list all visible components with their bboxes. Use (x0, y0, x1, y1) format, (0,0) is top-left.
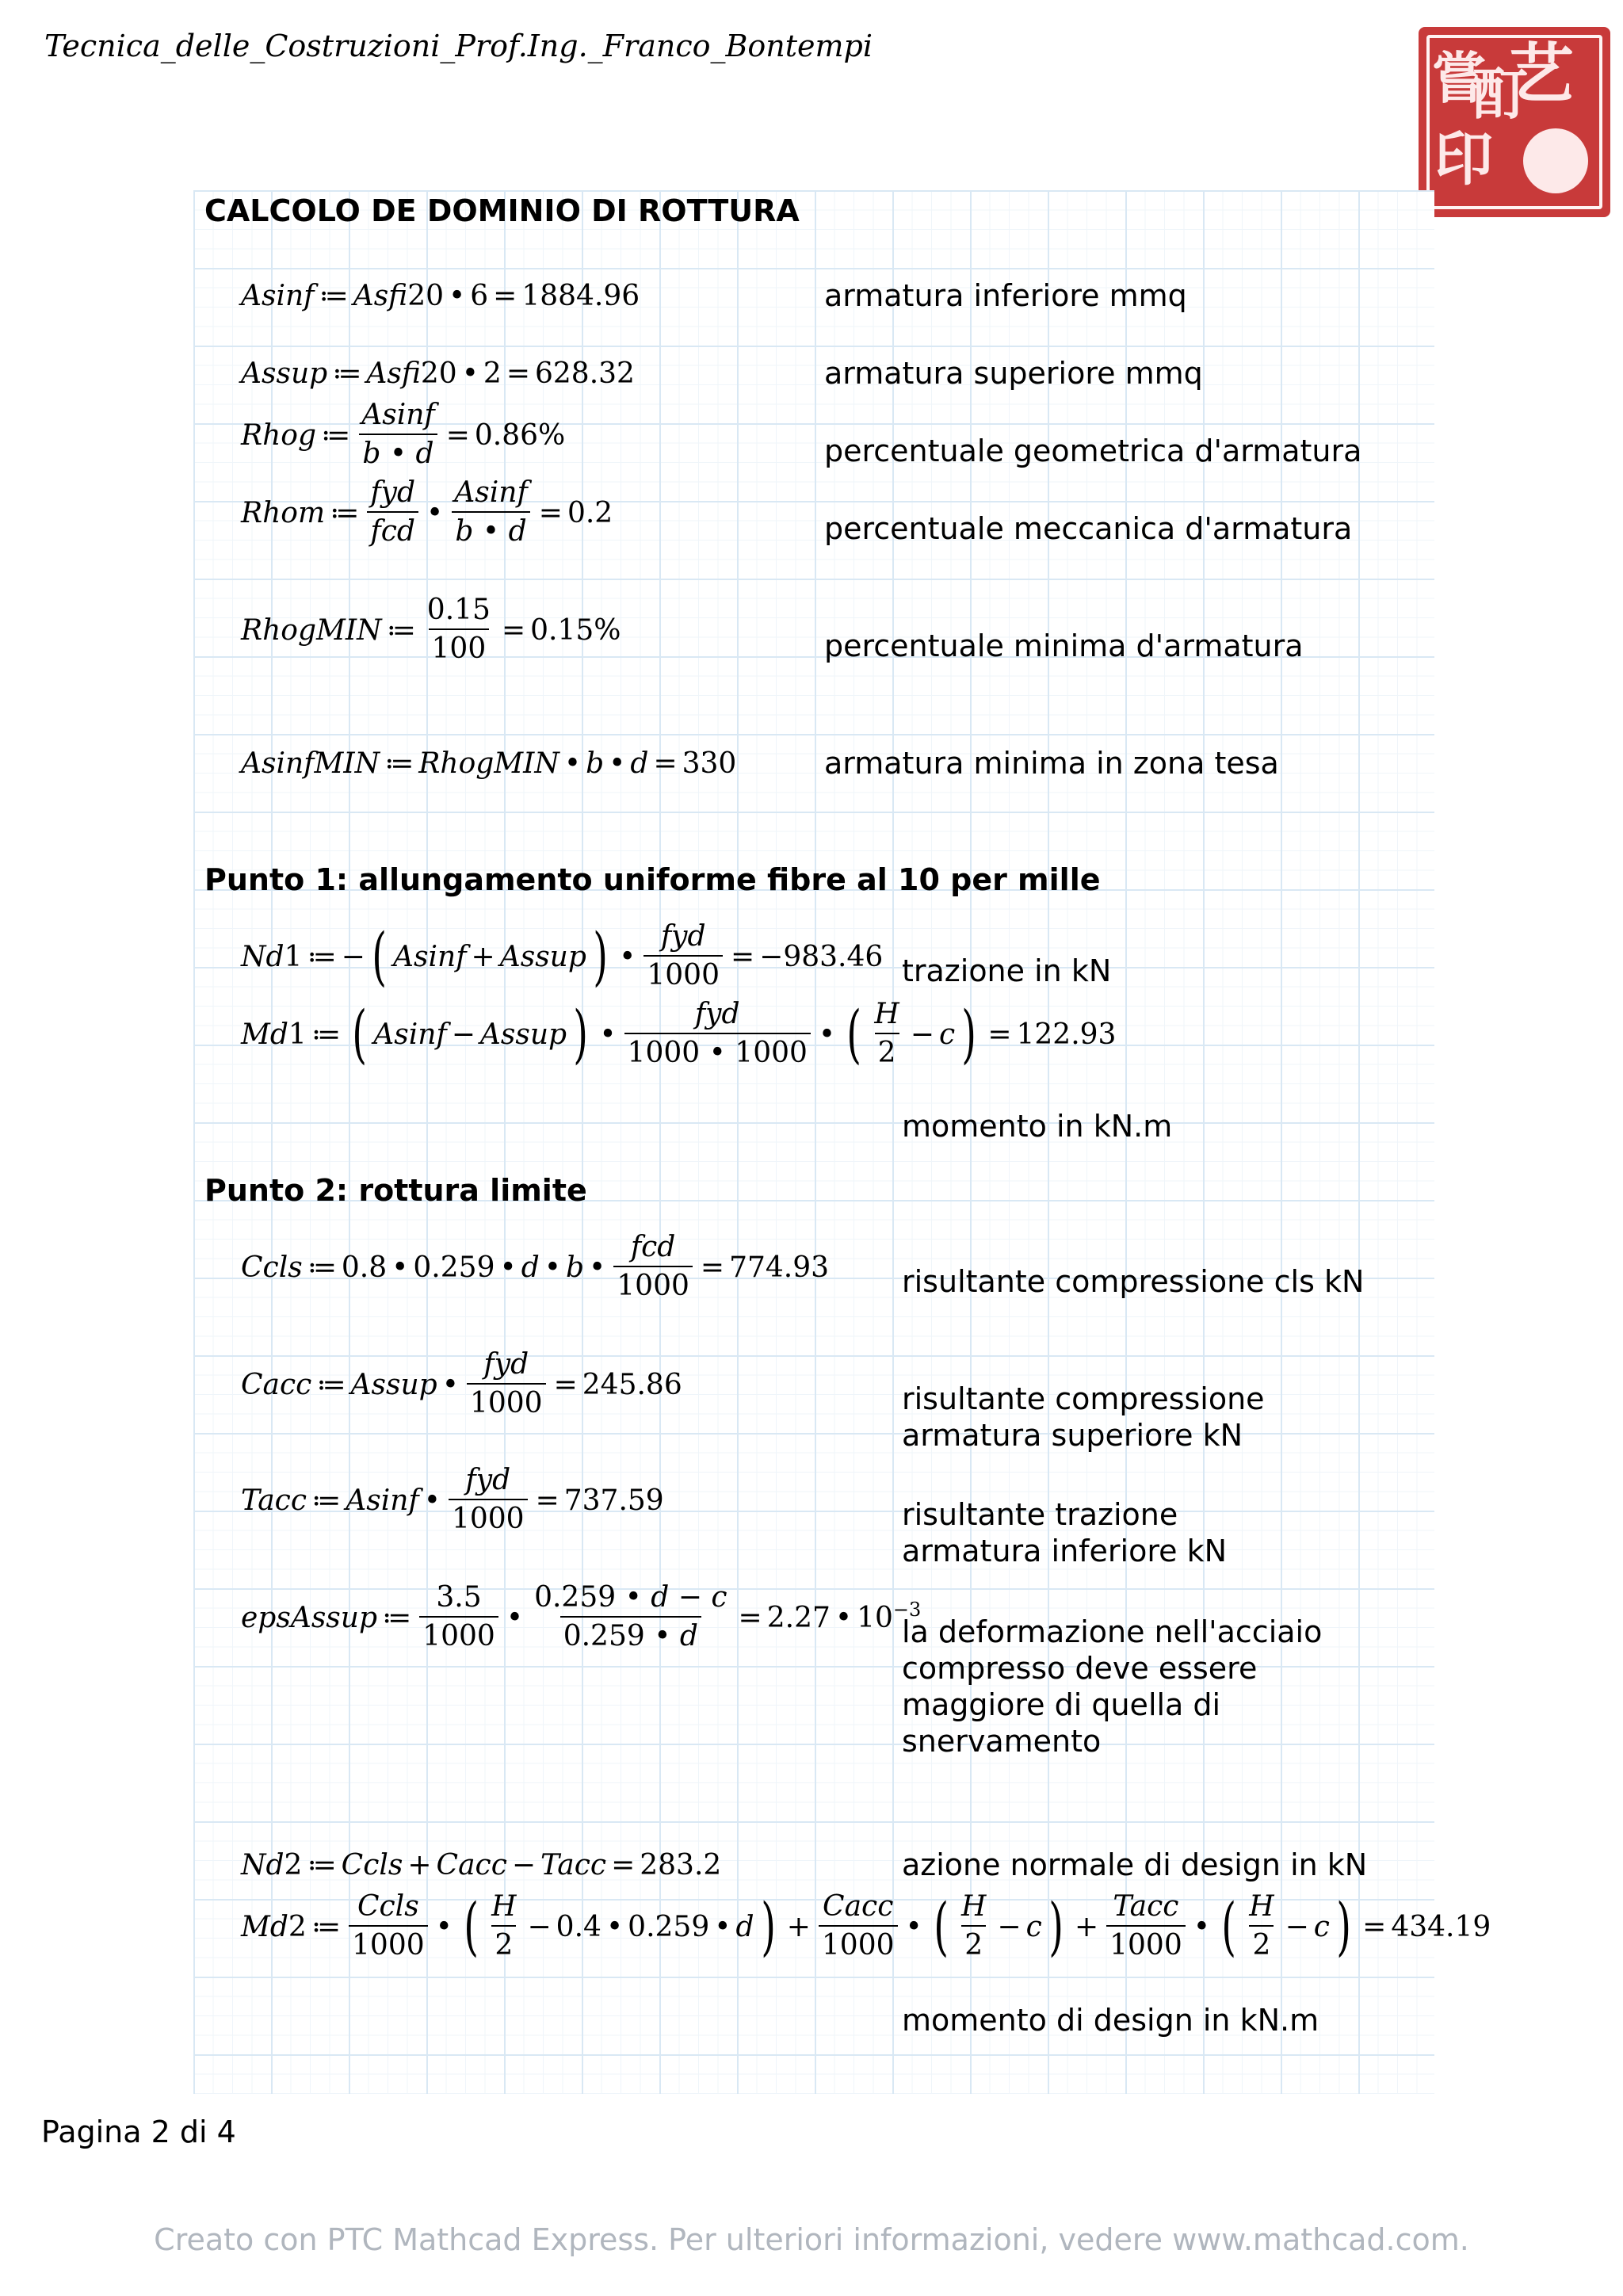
result-asinf: 1884.96 (521, 279, 640, 312)
equation-md1: Md 1 ≔ ( Asinf − Assup ) • fyd 1000 • 1000 • ( H 2 − c ) = 122.93 (241, 997, 1117, 1071)
equation-nd2: Nd 2 ≔ Ccls + Cacc − Tacc = 283.2 (241, 1848, 722, 1881)
seal-glyph: 印 (1434, 125, 1493, 193)
result-rhom: 0.2 (567, 496, 613, 529)
description-rhog: percentuale geometrica d'armatura (824, 434, 1362, 468)
result-ccls: 774.93 (729, 1251, 830, 1284)
description-cacc (902, 1381, 1265, 1454)
result-tacc: 737.59 (563, 1484, 664, 1517)
worksheet (193, 190, 1491, 2094)
description-assup: armatura superiore mmq (824, 356, 1203, 391)
description-line: risultante compressione (902, 1381, 1265, 1416)
description-line: risultante trazione (902, 1497, 1178, 1532)
description-rhogmin: percentuale minima d'armatura (824, 628, 1304, 663)
result-assup: 628.32 (535, 357, 635, 390)
result-asinfmin: 330 (682, 747, 737, 780)
description-line: armatura superiore kN (902, 1418, 1243, 1453)
result-rhogmin: 0.15% (530, 613, 621, 647)
description-line: armatura inferiore kN (902, 1534, 1228, 1568)
equation-epsassup: epsAssup ≔ 3.5 1000 • $\frac{0.259 • d - c}{0.259 • d}$ = 2.27 • 10 $^{-3}$ (241, 1576, 921, 1660)
equation-ccls: Ccls ≔ 0.8 • 0.259 • d • b • fcd 1000 = 774.93 (241, 1225, 829, 1309)
description-nd2: azione normale di design in kN (902, 1847, 1368, 1882)
equation-nd1: Nd 1 ≔ − ( Asinf + Assup ) • fyd 1000 = −983.46 (241, 919, 884, 993)
description-tacc (902, 1496, 1227, 1569)
equation-tacc: Tacc ≔ Asinf • fyd 1000 = 737.59 (241, 1458, 664, 1542)
seal-glyph: 酊 (1472, 61, 1528, 127)
equation-rhog: Rhog ≔ $\frac{Asinf}{b • d}$ = 0.86% (241, 393, 565, 477)
description-line: la deformazione nell'acciaio (902, 1614, 1323, 1649)
description-rhom: percentuale meccanica d'armatura (824, 511, 1353, 546)
description-asinf: armatura inferiore mmq (824, 278, 1187, 313)
section-title: Punto 1: allungamento uniforme fibre al 10 per mille (204, 862, 1101, 897)
description-nd1: trazione in kN (902, 953, 1112, 988)
equation-cacc: Cacc ≔ Assup • fyd 1000 = 245.86 (241, 1343, 682, 1427)
result-nd2: 283.2 (640, 1848, 722, 1881)
seal-dot (1523, 128, 1588, 193)
description-line: maggiore di quella di (902, 1687, 1221, 1722)
description-asinfmin: armatura minima in zona tesa (824, 746, 1279, 781)
description-md1: momento in kN.m (902, 1109, 1173, 1144)
seal-stamp (1419, 27, 1610, 217)
page-number: Pagina 2 di 4 (41, 2115, 236, 2149)
equation-assup: Assup ≔ Asfi 20 • 2 = 628.32 (241, 357, 635, 390)
description-epsassup (902, 1614, 1322, 1759)
description-md2: momento di design in kN.m (902, 2003, 1319, 2038)
equation-rhogmin: RhogMIN ≔ $\frac{0.15}{100}$ = 0.15% (241, 588, 621, 672)
result-md1: 122.93 (1016, 1018, 1117, 1051)
section-title: Punto 2: rottura limite (204, 1173, 587, 1208)
result-nd1: −983.46 (759, 940, 884, 973)
equation-asinf: Asinf ≔ Asfi 20 • 6 = 1884.96 (241, 279, 640, 312)
footer-note: Creato con PTC Mathcad Express. Per ulteriori informazioni, vedere www.mathcad.com. (154, 2222, 1469, 2257)
section-title: CALCOLO DE DOMINIO DI ROTTURA (204, 193, 800, 228)
document-header: Tecnica_delle_Costruzioni_Prof.Ing._Franco_Bontempi (44, 29, 873, 63)
equation-md2: Md 2 ≔ Ccls 1000 • ( H 2 − 0.4 • 0.259 • d ) + Cacc 1000 • ( H 2 − c ) + Tacc 1000 • ( H 2 − c ) = 434.19 (241, 1889, 1491, 1963)
equation-asinfmin: AsinfMIN ≔ RhogMIN • b • d = 330 (241, 747, 737, 780)
seal-glyph: 艺 (1509, 36, 1575, 112)
description-line: compresso deve essere (902, 1651, 1258, 1686)
equation-rhom: Rhom ≔ fyd fcd • $\frac{Asinf}{b • d}$ = 0.2 (241, 471, 613, 555)
description-ccls: risultante compressione cls kN (902, 1264, 1365, 1299)
result-epsassup-exponent: −3 (892, 1599, 922, 1621)
description-line: snervamento (902, 1724, 1102, 1759)
seal-glyph: 嘗 (1431, 45, 1487, 111)
result-rhog: 0.86% (474, 418, 566, 452)
result-epsassup: 2.27 (766, 1601, 831, 1634)
result-md2: 434.19 (1391, 1910, 1491, 1943)
result-cacc: 245.86 (582, 1368, 682, 1401)
